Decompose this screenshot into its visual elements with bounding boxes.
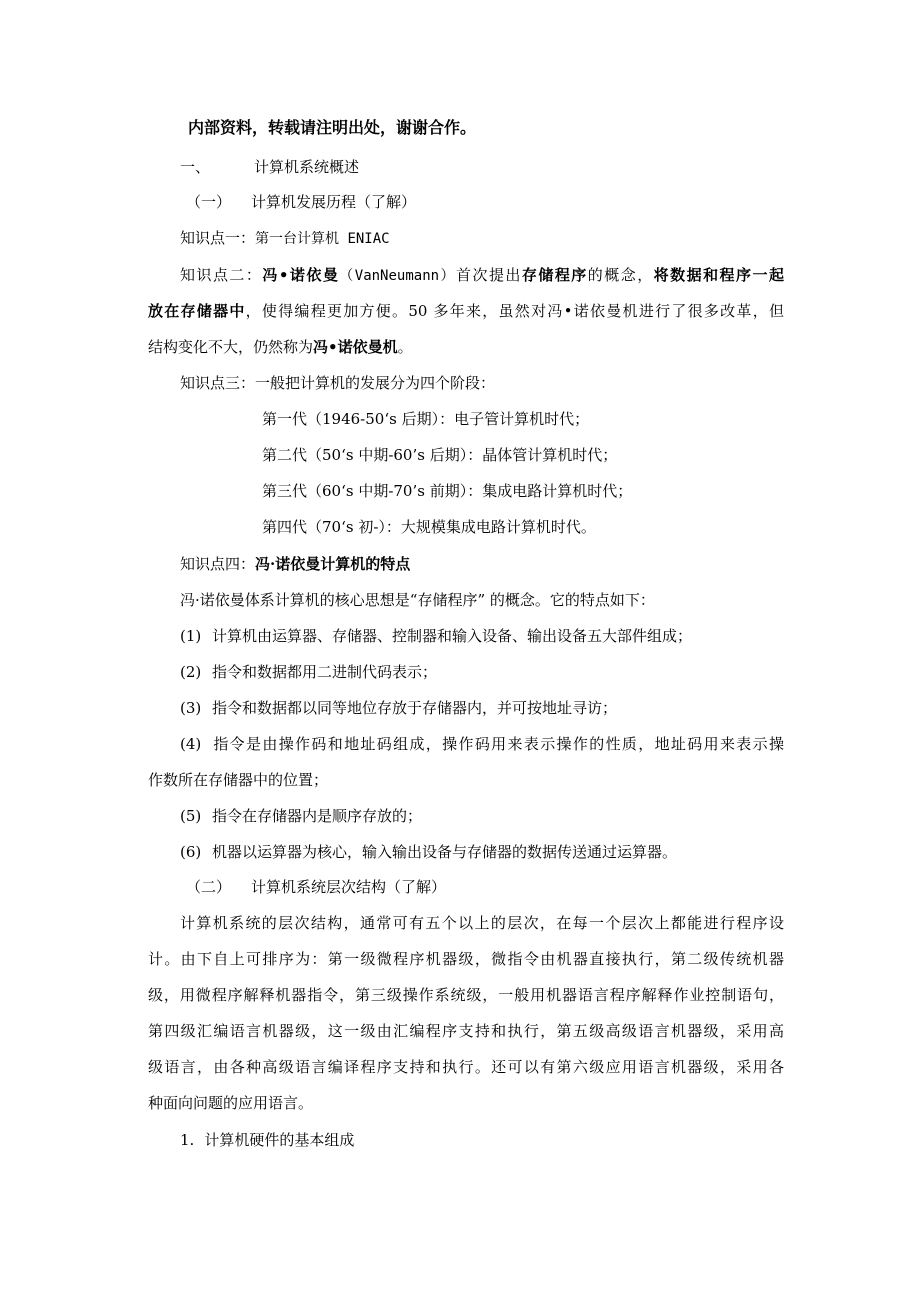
point-label: 知识点二： xyxy=(180,266,263,284)
point-text: 。 xyxy=(397,338,413,356)
section-title: 计算机系统概述 xyxy=(254,158,360,176)
feature-text: 指令是由操作码和地址码组成，操作码用来表示操作的性质，地址码用来表示操 xyxy=(212,735,784,753)
point-text: 一般把计算机的发展分为四个阶段： xyxy=(255,374,496,392)
hierarchy-paragraph-line: 级语言，由各种高级语言编译程序支持和执行。还可以有第六级应用语言机器级，采用各 xyxy=(148,1058,784,1076)
generation-item: 第一代（1946-50‘s 后期）：电子管计算机时代； xyxy=(262,410,590,428)
point-text: 结构变化不大，仍然称为 xyxy=(148,338,314,356)
knowledge-point-2-line-1 xyxy=(180,265,784,286)
subsection-number: （二） xyxy=(186,878,232,896)
stored-program-term: 存储程序 xyxy=(521,266,588,284)
knowledge-point-4 xyxy=(180,554,410,574)
hierarchy-paragraph-line: 第四级汇编语言机器级，这一级由汇编程序支持和执行，第五级高级语言机器级，采用高 xyxy=(148,1022,784,1040)
core-idea-text: 冯·诺依曼体系计算机的核心思想是“存储程序” 的概念。它的特点如下： xyxy=(180,591,655,609)
von-neumann-latin: （VanNeumann） xyxy=(339,268,456,284)
point-text: 的概念， xyxy=(587,266,654,284)
emphasis-text: 放在存储器中 xyxy=(148,302,246,320)
copyright-notice: 内部资料，转载请注明出处，谢谢合作。 xyxy=(188,118,477,137)
feature-item xyxy=(180,626,692,646)
hierarchy-paragraph-line: 计。由下自上可排序为：第一级微程序机器级，微指令由机器直接执行，第二级传统机器 xyxy=(148,950,784,968)
subsection-heading xyxy=(186,192,416,212)
feature-number: (6) xyxy=(180,843,202,861)
subsection-number: （一） xyxy=(186,193,232,211)
generation-item: 第四代（70‘s 初-）：大规模集成电路计算机时代。 xyxy=(262,518,596,536)
knowledge-point-1 xyxy=(180,228,390,249)
numbered-heading xyxy=(180,1130,354,1150)
knowledge-point-2-line-2 xyxy=(148,301,784,321)
feature-text: 指令和数据都用二进制代码表示； xyxy=(212,663,438,681)
feature-text-continued: 作数所在存储器中的位置； xyxy=(148,771,329,789)
feature-text: 机器以运算器为核心，输入输出设备与存储器的数据传送通过运算器。 xyxy=(212,843,678,861)
subsection-title: 计算机发展历程（了解） xyxy=(251,193,417,211)
point-text: 首次提出 xyxy=(456,266,522,284)
feature-item xyxy=(180,698,617,718)
point-text: ，使得编程更加方便。50 多年来，虽然对冯•诺依曼机进行了很多改革，但 xyxy=(245,302,784,320)
hierarchy-paragraph-line: 级，用微程序解释机器指令，第三级操作系统级，一般用机器语言程序解释作业控制语句， xyxy=(148,986,784,1004)
point-label: 知识点四： xyxy=(180,555,256,573)
feature-number: (1) xyxy=(180,627,202,645)
feature-item xyxy=(180,842,677,862)
feature-number: (3) xyxy=(180,699,202,717)
knowledge-point-3 xyxy=(180,373,495,393)
hierarchy-paragraph-line: 种面向问题的应用语言。 xyxy=(148,1094,314,1112)
feature-number: (4) xyxy=(180,735,202,753)
section-number: 一、 xyxy=(180,158,211,176)
point-label: 知识点三： xyxy=(180,374,256,392)
feature-number: (5) xyxy=(180,807,202,825)
feature-text: 计算机由运算器、存储器、控制器和输入设备、输出设备五大部件组成； xyxy=(212,627,693,645)
section-heading xyxy=(180,157,359,177)
knowledge-point-2-line-3 xyxy=(148,337,413,357)
feature-item xyxy=(180,806,422,826)
emphasis-text: 冯•诺依曼机 xyxy=(313,338,398,356)
heading-title: 计算机硬件的基本组成 xyxy=(204,1131,355,1149)
point-label: 知识点一： xyxy=(180,229,256,247)
feature-number: (2) xyxy=(180,663,202,681)
generation-item: 第三代（60‘s 中期-70’s 前期）：集成电路计算机时代； xyxy=(262,482,633,500)
emphasis-text: 将数据和程序一起 xyxy=(653,266,784,284)
subsection-heading xyxy=(186,877,446,897)
generation-item: 第二代（50‘s 中期-60’s 后期）：晶体管计算机时代； xyxy=(262,446,618,464)
heading-number: 1. xyxy=(180,1131,195,1149)
subsection-title: 计算机系统层次结构（了解） xyxy=(251,878,447,896)
feature-text: 指令在存储器内是顺序存放的； xyxy=(212,807,423,825)
feature-item xyxy=(180,734,784,754)
hierarchy-paragraph-line: 计算机系统的层次结构，通常可有五个以上的层次，在每一个层次上都能进行程序设 xyxy=(180,914,784,932)
point-text: 第一台计算机 ENIAC xyxy=(255,231,390,247)
feature-text: 指令和数据都以同等地位存放于存储器内，并可按地址寻访； xyxy=(212,699,618,717)
von-neumann-name: 冯•诺依曼 xyxy=(262,266,340,284)
point-title: 冯·诺依曼计算机的特点 xyxy=(255,555,411,573)
feature-item xyxy=(180,662,437,682)
